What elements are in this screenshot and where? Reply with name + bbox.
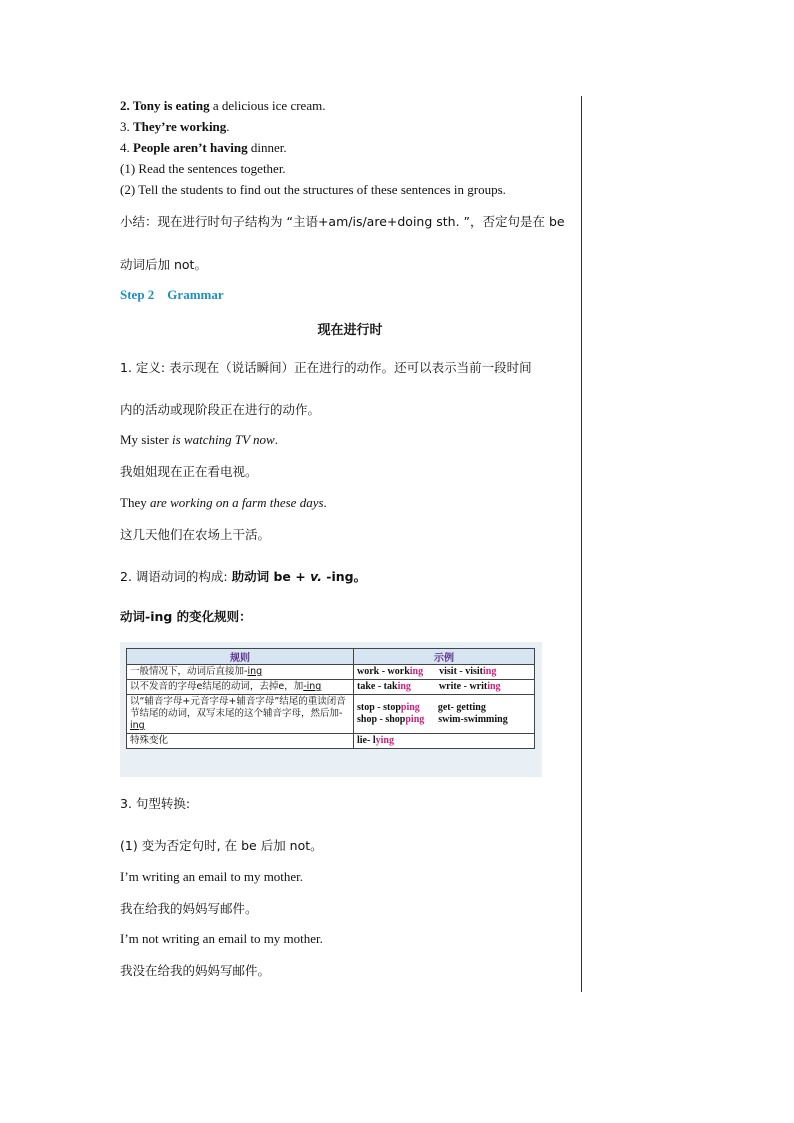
sentence-negative: I’m not writing an email to my mother. — [120, 931, 323, 946]
table-row — [127, 665, 535, 680]
point-3: 3. 句型转换: — [120, 796, 191, 811]
example-translation-2: 这几天他们在农场上干活。 — [120, 527, 271, 542]
instruction-1: (1) Read the sentences together. — [120, 161, 286, 176]
example-cell: take - taking write - writing — [354, 680, 535, 695]
example-line-2: 2. Tony is eating a delicious ice cream. — [120, 98, 326, 113]
example-sentence-2: They are working on a farm these days. — [120, 495, 327, 510]
example-cell: stop - stopping get- getting shop - shopping swim-swimming — [354, 695, 535, 734]
sentence-negative-translation: 我没在给我的妈妈写邮件。 — [120, 963, 271, 978]
rule-cell: 以不发音的字母e结尾的动词，去掉e，加-ing — [127, 680, 354, 695]
step-heading: Step 2 Grammar — [120, 287, 224, 302]
table-row — [127, 680, 535, 695]
rule-cell: 特殊变化 — [127, 734, 354, 749]
sentence-positive-translation: 我在给我的妈妈写邮件。 — [120, 901, 258, 916]
section-title: 现在进行时 — [317, 323, 383, 338]
definition-line-1: 1. 定义: 表示现在（说话瞬间）正在进行的动作。还可以表示当前一段时间 — [120, 360, 532, 375]
table-row — [127, 695, 535, 734]
table-header-row — [127, 649, 535, 665]
example-sentence-1: My sister is watching TV now. — [120, 432, 278, 447]
summary-line-1: 小结：现在进行时句子结构为 “主语+am/is/are+doing sth. ”，否定句是在 be — [120, 214, 565, 229]
sentence-positive: I’m writing an email to my mother. — [120, 869, 304, 884]
ing-rules-table — [126, 648, 535, 749]
col-rule-header: 规则 — [127, 649, 354, 665]
summary-line-2: 动词后加 not。 — [120, 257, 207, 272]
rule-cell: 以“辅音字母+元音字母+辅音字母”结尾的重读闭音节结尾的动词，双写末尾的这个辅音字母，然后加-ing — [127, 695, 354, 734]
example-line-4: 4. People aren’t having dinner. — [120, 140, 287, 155]
rules-heading: 动词-ing 的变化规则： — [120, 609, 252, 624]
col-example-header: 示例 — [354, 649, 535, 665]
point-2: 2. 调语动词的构成: 助动词 be + v. -ing。 — [120, 569, 367, 584]
example-cell: work - working visit - visiting — [354, 665, 535, 680]
instruction-2: (2) Tell the students to find out the structures of these sentences in groups. — [120, 182, 506, 197]
example-translation-1: 我姐姐现在正在看电视。 — [120, 464, 258, 479]
rule-cell: 一般情况下，动词后直接加-ing — [127, 665, 354, 680]
table-row — [127, 734, 535, 749]
example-line-3: 3. They’re working. — [120, 119, 230, 134]
definition-line-2: 内的活动或现阶段正在进行的动作。 — [120, 402, 321, 417]
example-cell: lie- lying — [354, 734, 535, 749]
margin-rule — [581, 96, 582, 992]
negative-rule: (1) 变为否定句时, 在 be 后加 not。 — [120, 838, 323, 853]
